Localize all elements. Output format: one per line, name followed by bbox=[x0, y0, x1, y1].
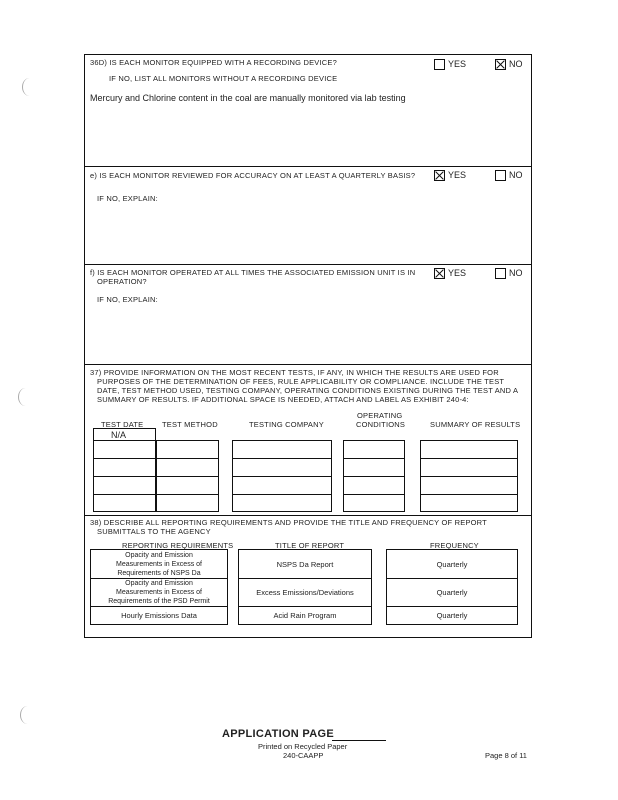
q38-row3-title[interactable]: Acid Rain Program bbox=[273, 611, 337, 620]
q38-row1-req[interactable]: Opacity and Emission Measurements in Excess of Requirements of NSPS Da bbox=[116, 552, 202, 577]
q36c-yes-checkbox[interactable] bbox=[434, 268, 445, 279]
q36a-instruction: IF NO, LIST ALL MONITORS WITHOUT A RECORDING DEVICE bbox=[109, 74, 338, 83]
q37-test-date-value: N/A bbox=[111, 430, 127, 440]
q38-line1: 38) DESCRIBE ALL REPORTING REQUIREMENTS AND PROVIDE THE TITLE AND FREQUENCY OF REPORT bbox=[90, 518, 487, 527]
q37-line2: PURPOSES OF THE DETERMINATION OF FEES, RULE APPLICABILITY OR COMPLIANCE. INCLUDE THE TEST bbox=[97, 377, 505, 386]
q38-header-frequency: FREQUENCY bbox=[430, 541, 479, 550]
q36b-no-label: NO bbox=[509, 170, 523, 180]
q37-line4: SUMMARY OF RESULTS. IF ADDITIONAL SPACE IS NEEDED, ATTACH AND LABEL AS EXHIBIT 240-4: bbox=[97, 395, 469, 404]
q36a-question: 36D) IS EACH MONITOR EQUIPPED WITH A RECORDING DEVICE? bbox=[90, 58, 337, 67]
q36c-question-line2: OPERATION? bbox=[97, 277, 147, 286]
q36b-no-checkbox[interactable] bbox=[495, 170, 506, 181]
q36b-question: e) IS EACH MONITOR REVIEWED FOR ACCURACY ON AT LEAST A QUARTERLY BASIS? bbox=[90, 171, 416, 180]
q37-header-summary: SUMMARY OF RESULTS bbox=[430, 420, 521, 429]
q38-row2-title[interactable]: Excess Emissions/Deviations bbox=[256, 588, 354, 597]
q38-line2: SUBMITTALS TO THE AGENCY bbox=[97, 527, 211, 536]
punch-hole-middle bbox=[18, 388, 33, 406]
q37-header-test-method: TEST METHOD bbox=[162, 420, 218, 429]
footer-title-underline bbox=[332, 740, 386, 741]
q37-header-test-date: TEST DATE bbox=[101, 420, 144, 429]
q38-header-title: TITLE OF REPORT bbox=[275, 541, 345, 550]
q37-header-testing-company: TESTING COMPANY bbox=[249, 420, 324, 429]
q38-row1-frequency[interactable]: Quarterly bbox=[436, 560, 468, 569]
q36c-instruction: IF NO, EXPLAIN: bbox=[97, 295, 158, 304]
q38-row1-title[interactable]: NSPS Da Report bbox=[276, 560, 334, 569]
q37-header-conditions: CONDITIONS bbox=[356, 420, 406, 429]
footer-form-code: 240-CAAPP bbox=[283, 751, 324, 760]
q36a-yes-label: YES bbox=[448, 59, 467, 69]
q38-header-requirements: REPORTING REQUIREMENTS bbox=[122, 541, 234, 550]
punch-hole-top bbox=[22, 78, 37, 96]
q36a-no-checkbox[interactable] bbox=[495, 59, 506, 70]
q36c-question-line1: f) IS EACH MONITOR OPERATED AT ALL TIMES THE ASSOCIATED EMISSION UNIT IS IN bbox=[90, 268, 416, 277]
footer-recycled: Printed on Recycled Paper bbox=[258, 742, 348, 751]
q38-row3-req[interactable]: Hourly Emissions Data bbox=[121, 611, 197, 620]
q36c-no-checkbox[interactable] bbox=[495, 268, 506, 279]
q38-row3-frequency[interactable]: Quarterly bbox=[436, 611, 468, 620]
q36a-answer[interactable]: Mercury and Chlorine content in the coal are manually monitored via lab testing bbox=[90, 93, 406, 103]
q36b-instruction: IF NO, EXPLAIN: bbox=[97, 194, 158, 203]
q38-row2-req[interactable]: Opacity and Emission Measurements in Excess of Requirements of the PSD Permit bbox=[108, 580, 210, 605]
q36a-no-label: NO bbox=[509, 59, 523, 69]
q36a-yes-checkbox[interactable] bbox=[434, 59, 445, 70]
footer-title: APPLICATION PAGE bbox=[222, 728, 334, 740]
q36c-no-label: NO bbox=[509, 268, 523, 278]
q37-line1: 37) PROVIDE INFORMATION ON THE MOST RECENT TESTS, IF ANY, IN WHICH THE RESULTS ARE USED FOR bbox=[90, 368, 499, 377]
q38-row2-frequency[interactable]: Quarterly bbox=[436, 588, 468, 597]
q36c-yes-label: YES bbox=[448, 268, 467, 278]
footer-page-number: Page 8 of 11 bbox=[485, 751, 527, 760]
punch-hole-bottom bbox=[20, 706, 35, 724]
q36b-yes-checkbox[interactable] bbox=[434, 170, 445, 181]
q37-header-operating: OPERATING bbox=[357, 411, 403, 420]
q37-line3: DATE, TEST METHOD USED, TESTING COMPANY, OPERATING CONDITIONS EXISTING DURING THE TEST AND A bbox=[97, 386, 519, 395]
q36b-yes-label: YES bbox=[448, 170, 467, 180]
